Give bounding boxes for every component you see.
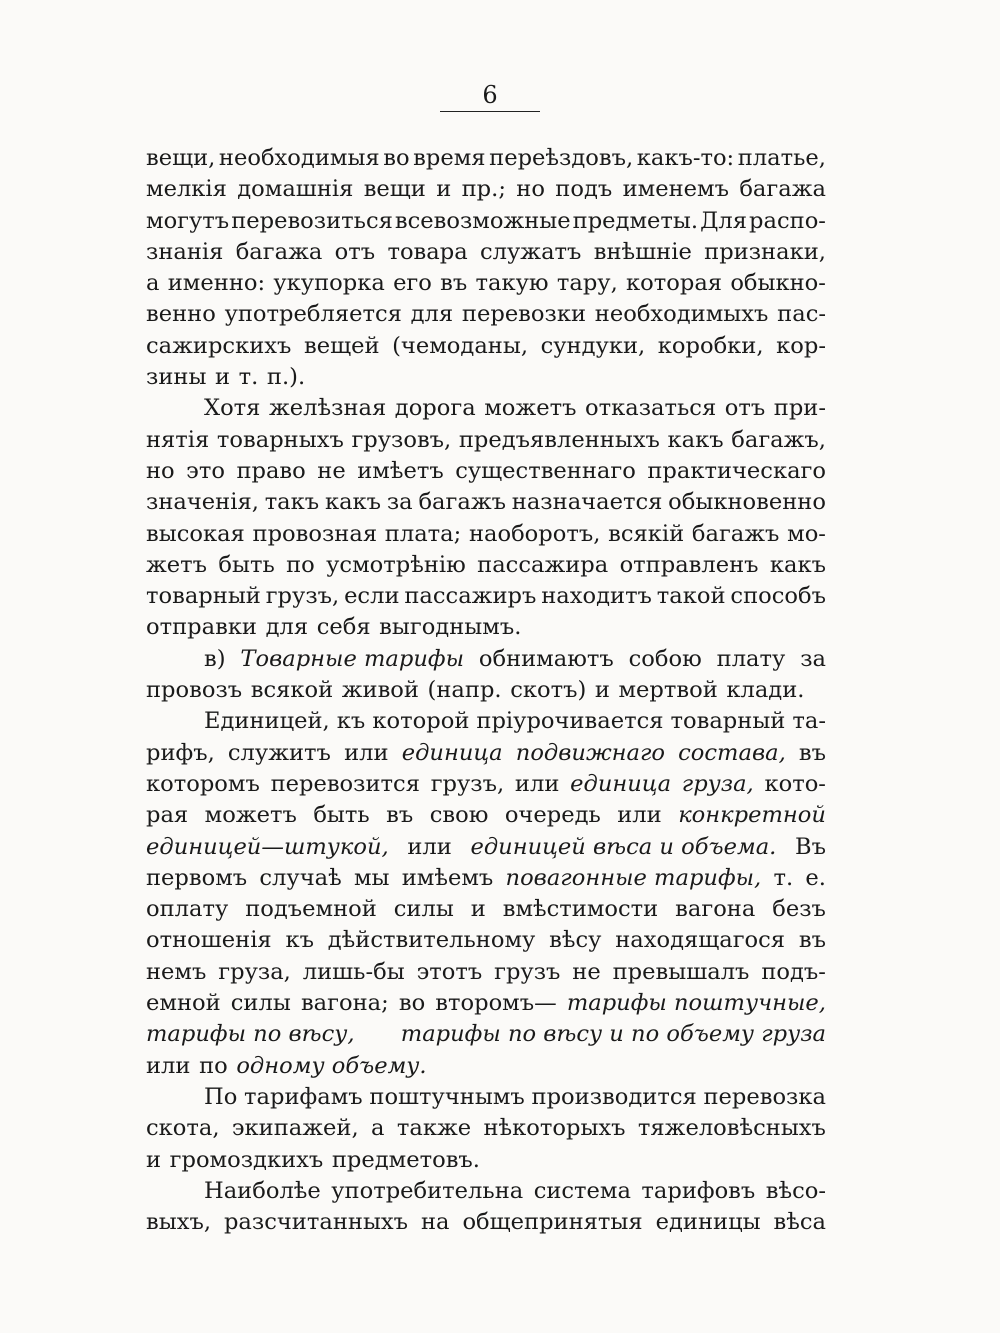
word: тарифовъ xyxy=(641,1177,756,1204)
text-line xyxy=(146,362,826,393)
word: (напр. xyxy=(427,677,502,704)
word: вагона xyxy=(675,896,756,923)
word: Для xyxy=(700,207,748,234)
word: за xyxy=(800,645,826,672)
word: грузовъ, xyxy=(351,426,452,453)
text-line xyxy=(146,1019,826,1050)
word: служитъ xyxy=(227,739,331,766)
word: а xyxy=(146,270,160,297)
italic-term: тарифы поштучные, xyxy=(566,990,826,1017)
word: имѣетъ xyxy=(357,457,444,484)
word: экипажей, xyxy=(231,1115,359,1142)
word: скота, xyxy=(146,1115,220,1142)
word: Хотя xyxy=(204,395,261,422)
word: которая xyxy=(626,270,723,297)
text-line xyxy=(146,581,826,612)
word: выгоднымъ. xyxy=(379,614,522,641)
word: за xyxy=(386,489,413,516)
word: къ xyxy=(285,927,314,954)
text-line xyxy=(146,1113,826,1144)
word: багажъ xyxy=(418,489,506,516)
word: скотъ) xyxy=(510,677,587,704)
word: употребляется xyxy=(224,301,402,328)
word: вмѣстимости xyxy=(502,896,659,923)
word: время xyxy=(413,145,486,171)
word: находитъ xyxy=(541,583,652,610)
word: при- xyxy=(773,395,826,422)
word: вагона; xyxy=(300,990,389,1017)
word: въ xyxy=(440,270,468,297)
word: разсчитанныхъ xyxy=(223,1209,409,1236)
word: если xyxy=(344,583,400,610)
word: назначается xyxy=(511,489,663,516)
word: подъ- xyxy=(761,958,826,985)
italic-term: состава, xyxy=(678,739,786,766)
word: собою xyxy=(628,645,702,672)
word: это xyxy=(186,457,225,484)
word: какъ xyxy=(769,551,826,578)
word: первомъ xyxy=(146,864,248,891)
word: багажа xyxy=(235,238,323,265)
text-line xyxy=(146,1145,826,1176)
italic-term: одному объему. xyxy=(236,1052,427,1079)
word: и xyxy=(215,364,231,391)
word: необходимыя xyxy=(218,145,380,171)
word: переѣздовъ, xyxy=(489,145,634,171)
word: товара xyxy=(387,238,468,265)
word: вѣсо- xyxy=(765,1177,826,1204)
text-line xyxy=(146,1051,826,1082)
text-line xyxy=(146,1176,826,1207)
word: отношенія xyxy=(146,927,272,954)
text-line xyxy=(146,174,826,205)
word: коробки, xyxy=(657,332,764,359)
italic-term: груза, xyxy=(681,770,754,797)
word: платье, xyxy=(737,145,826,171)
word: употребительна xyxy=(331,1177,524,1204)
word: способъ xyxy=(730,583,826,610)
text-line xyxy=(146,1082,826,1113)
word: кор- xyxy=(776,332,826,359)
word: провозъ xyxy=(146,677,243,704)
word: мы xyxy=(353,864,390,891)
word: обнимаютъ xyxy=(478,645,614,672)
word: быть xyxy=(218,551,275,578)
word: Наиболѣе xyxy=(204,1177,321,1204)
word: жетъ xyxy=(146,551,208,578)
word: его xyxy=(393,270,432,297)
text-line xyxy=(146,800,826,831)
word: пріурочивается xyxy=(476,708,664,735)
italic-term: единица xyxy=(401,739,503,766)
italic-term: единица xyxy=(570,770,672,797)
italic-term: подвижнаго xyxy=(515,739,665,766)
text-line xyxy=(146,957,826,988)
word: живой xyxy=(341,677,419,704)
word: багажъ, xyxy=(731,426,826,453)
word: общепринятыя xyxy=(462,1209,643,1236)
body-text xyxy=(146,143,826,1238)
word: нѣкоторыхъ xyxy=(483,1115,626,1142)
word: такой xyxy=(656,583,726,610)
word: на xyxy=(420,1209,450,1236)
word: случаѣ xyxy=(259,864,342,891)
word: силы xyxy=(230,990,291,1017)
word: во xyxy=(398,990,426,1017)
word: можетъ xyxy=(204,802,297,829)
word: перевозка xyxy=(703,1083,826,1110)
word: плату xyxy=(716,645,786,672)
word: мо- xyxy=(787,520,826,547)
word: по xyxy=(286,551,315,578)
word: грузъ xyxy=(494,958,561,985)
word: также xyxy=(396,1115,472,1142)
word: внѣшніе xyxy=(593,238,692,265)
italic-term: тарифы по вѣсу, xyxy=(146,1021,355,1048)
word: подъемной xyxy=(245,896,377,923)
italic-term: Товарные тарифы xyxy=(240,645,464,672)
word: поштучнымъ xyxy=(369,1083,525,1110)
word: отправленъ xyxy=(619,551,759,578)
text-line xyxy=(146,299,826,330)
word: въ xyxy=(386,802,414,829)
word: рифъ, xyxy=(146,739,215,766)
word: служатъ xyxy=(480,238,582,265)
word: могутъ xyxy=(146,207,230,234)
word: наоборотъ, xyxy=(468,520,601,547)
word: усмотрѣнію xyxy=(326,551,466,578)
word: вѣсу xyxy=(549,927,602,954)
word: т. xyxy=(773,864,794,891)
word: грузъ, xyxy=(265,583,340,610)
word: для xyxy=(410,301,454,328)
text-line xyxy=(146,143,826,174)
word: в) xyxy=(204,645,226,672)
text-line xyxy=(146,425,826,456)
word: сажирскихъ xyxy=(146,332,292,359)
word: знанія xyxy=(146,238,224,265)
text-line xyxy=(146,456,826,487)
text-line xyxy=(146,393,826,424)
word: а xyxy=(371,1115,385,1142)
page-number-rule xyxy=(440,111,540,112)
word: укупорка xyxy=(273,270,385,297)
word: багажъ xyxy=(691,520,780,547)
word: багажа xyxy=(739,176,826,203)
word: производится xyxy=(531,1083,697,1110)
word: п.). xyxy=(266,364,306,391)
word: предметы. xyxy=(572,207,699,234)
word: кото- xyxy=(764,770,826,797)
word: которомъ xyxy=(146,770,260,797)
word: вещи, xyxy=(146,145,216,171)
word: товарный xyxy=(146,583,261,610)
text-line xyxy=(146,832,826,863)
word: право xyxy=(236,457,306,484)
word: провозная xyxy=(252,520,378,547)
word: пассажиръ xyxy=(404,583,537,610)
word: къ которой xyxy=(336,708,470,735)
word: мелкія xyxy=(146,176,227,203)
word: можетъ xyxy=(484,395,577,422)
text-line xyxy=(146,769,826,800)
word: или xyxy=(146,1052,191,1079)
italic-term: единицей—штукой, xyxy=(146,833,389,860)
word: пр.; xyxy=(461,176,506,203)
word: но xyxy=(516,176,545,203)
word: не xyxy=(317,457,346,484)
word: силы xyxy=(393,896,454,923)
word: клади. xyxy=(726,677,805,704)
word: предъявленныхъ xyxy=(458,426,660,453)
word: и xyxy=(146,1146,162,1173)
text-line xyxy=(146,738,826,769)
word: по xyxy=(199,1052,228,1079)
word: тару, xyxy=(556,270,618,297)
word: плата; xyxy=(384,520,462,547)
text-line xyxy=(146,550,826,581)
word: или xyxy=(514,770,560,797)
word: или xyxy=(407,833,452,860)
word: отъ xyxy=(334,238,376,265)
italic-term: повагонные тарифы, xyxy=(505,864,762,891)
word: или xyxy=(344,739,389,766)
text-line xyxy=(146,331,826,362)
word: какъ xyxy=(667,426,724,453)
word: и xyxy=(436,176,452,203)
word: значенія, xyxy=(146,489,259,516)
word: себя xyxy=(316,614,371,641)
word: перевозки xyxy=(461,301,587,328)
word: нятія xyxy=(146,426,210,453)
word: высокая xyxy=(146,520,245,547)
word: всякой xyxy=(250,677,334,704)
word: свою xyxy=(429,802,489,829)
word: существеннаго xyxy=(455,457,636,484)
word: въ xyxy=(798,739,826,766)
word: венно xyxy=(146,301,216,328)
word: товарный xyxy=(670,708,786,735)
word: подъ xyxy=(555,176,613,203)
word: т. xyxy=(238,364,259,391)
word: Въ xyxy=(795,833,826,860)
word: практическаго xyxy=(647,457,826,484)
word: емной xyxy=(146,990,221,1017)
word: необходимыхъ xyxy=(594,301,769,328)
word: вещей xyxy=(303,332,380,359)
word: быть xyxy=(313,802,370,829)
text-line xyxy=(146,519,826,550)
word: имѣемъ xyxy=(401,864,494,891)
word: пас- xyxy=(777,301,826,328)
word: какъ xyxy=(324,489,382,516)
text-line xyxy=(146,644,826,675)
text-line xyxy=(146,706,826,737)
word: всевозможные xyxy=(394,207,571,234)
word: сундуки, xyxy=(540,332,646,359)
text-line xyxy=(146,894,826,925)
word: рая xyxy=(146,802,189,829)
text-line xyxy=(146,988,826,1019)
word: мертвой xyxy=(618,677,718,704)
word: не xyxy=(572,958,601,985)
word: желѣзная xyxy=(269,395,387,422)
word: распо- xyxy=(749,207,826,234)
italic-term: конкретной xyxy=(678,802,826,829)
word: немъ xyxy=(146,958,207,985)
word: обыкновенно xyxy=(668,489,826,516)
word: второмъ— xyxy=(435,990,557,1017)
text-line xyxy=(146,925,826,956)
page-number: 6 xyxy=(482,81,498,109)
word: но xyxy=(146,457,175,484)
word: для xyxy=(265,614,309,641)
text-line xyxy=(146,206,826,237)
word: громоздкихъ xyxy=(169,1146,324,1173)
word: оплату xyxy=(146,896,229,923)
word: вѣса xyxy=(773,1209,826,1236)
word: во xyxy=(383,145,410,171)
word: домашнія xyxy=(237,176,354,203)
word: именно: xyxy=(167,270,266,297)
text-line xyxy=(146,675,826,706)
italic-term: тарифы по вѣсу и по объему груза xyxy=(400,1021,826,1048)
word: этотъ xyxy=(416,958,483,985)
word: такую xyxy=(475,270,549,297)
word: та- xyxy=(792,708,826,735)
word: (чемоданы, xyxy=(392,332,529,359)
text-line xyxy=(146,237,826,268)
word: По xyxy=(204,1083,238,1110)
text-line xyxy=(146,612,826,643)
word: вещи xyxy=(363,176,426,203)
word: и xyxy=(594,677,610,704)
word: признаки, xyxy=(704,238,826,265)
word: дорога xyxy=(394,395,476,422)
word: именемъ xyxy=(622,176,729,203)
word: тарифамъ xyxy=(244,1083,363,1110)
word: система xyxy=(533,1177,631,1204)
word: перевозится xyxy=(270,770,420,797)
word: какъ-то: xyxy=(636,145,735,171)
text-line xyxy=(146,1207,826,1238)
italic-term: единицей вѣса и объема. xyxy=(470,833,777,860)
text-line xyxy=(146,487,826,518)
word: единицы xyxy=(655,1209,761,1236)
word: предметовъ. xyxy=(331,1146,480,1173)
word: грузъ, xyxy=(430,770,505,797)
word: въ xyxy=(798,927,826,954)
word: обыкно- xyxy=(730,270,826,297)
word: е. xyxy=(805,864,826,891)
word: дѣйствительному xyxy=(327,927,536,954)
word: отъ xyxy=(724,395,766,422)
word: Единицей, xyxy=(204,708,330,735)
word: зины xyxy=(146,364,207,391)
text-line xyxy=(146,268,826,299)
word: груза, xyxy=(218,958,291,985)
word: безъ xyxy=(772,896,826,923)
word: очередь xyxy=(504,802,601,829)
word: товарныхъ xyxy=(216,426,344,453)
word: тяжеловѣсныхъ xyxy=(637,1115,826,1142)
word: отправки xyxy=(146,614,257,641)
word: выхъ, xyxy=(146,1209,212,1236)
text-line xyxy=(146,863,826,894)
word: лишь-бы xyxy=(302,958,405,985)
word: отказаться xyxy=(585,395,717,422)
word: пассажира xyxy=(477,551,609,578)
word: всякій xyxy=(608,520,685,547)
word: или xyxy=(617,802,662,829)
word: такъ xyxy=(264,489,320,516)
word: находящагося xyxy=(615,927,786,954)
word: перевозиться xyxy=(231,207,393,234)
word: превышалъ xyxy=(612,958,750,985)
word: и xyxy=(470,896,486,923)
